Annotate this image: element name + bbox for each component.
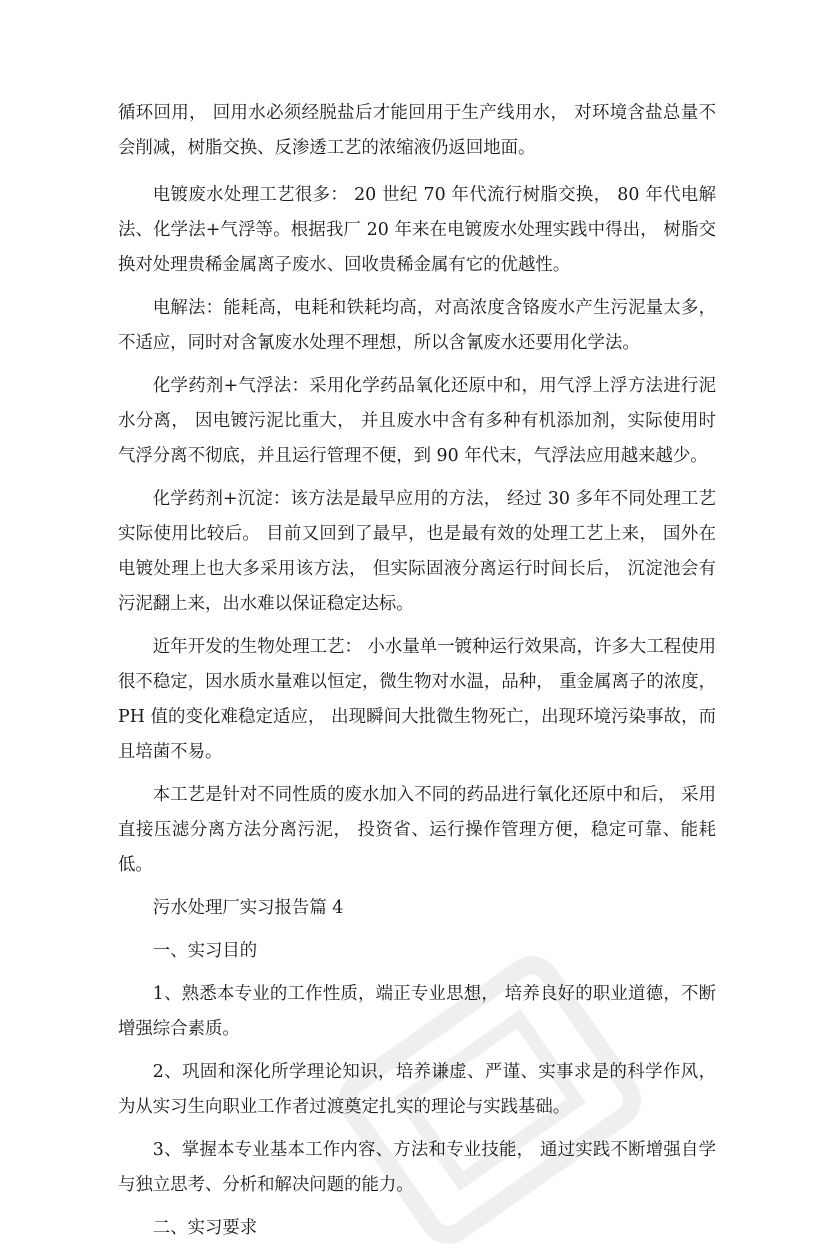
document-body bbox=[118, 96, 716, 1246]
paragraph-6: 近年开发的生物处理工艺： 小水量单一镀种运行效果高，许多大工程使用很不稳定，因水质水量难以恒定，微生物对水温，品种， 重金属离子的浓度， PH 值的变化难稳定适应， 出现瞬间大批微生物死亡，出现环境污染事故，而且培菌不易。 bbox=[118, 637, 716, 762]
paragraph-5: 化学药剂+沉淀：该方法是最早应用的方法， 经过 30 多年不同处理工艺实际使用比较后。 目前又回到了最早，也是最有效的处理工艺上来， 国外在电镀处理上也大多采用该方法， 但实际固液分离运行时间长后， 沉淀池会有污泥翻上来，出水难以保证稳定达标。 bbox=[118, 489, 716, 614]
paragraph-7: 本工艺是针对不同性质的废水加入不同的药品进行氧化还原中和后， 采用直接压滤分离方法分离污泥， 投资省、运行操作管理方便，稳定可靠、能耗低。 bbox=[118, 785, 716, 875]
paragraph-3: 电解法：能耗高，电耗和铁耗均高，对高浓度含铬废水产生污泥量太多，不适应，同时对含氰废水处理不理想，所以含氰废水还要用化学法。 bbox=[118, 298, 716, 353]
purpose-item-3: 3、掌握本专业基本工作内容、方法和专业技能， 通过实践不断增强自学与独立思考、分析和解决问题的能力。 bbox=[118, 1140, 716, 1195]
heading-internship-requirements: 二、实习要求 bbox=[152, 1218, 258, 1238]
paragraph-1: 循环回用， 回用水必须经脱盐后才能回用于生产线用水， 对环境含盐总量不会削减，树脂交换、反渗透工艺的浓缩液仍返回地面。 bbox=[118, 103, 716, 158]
section-title-report-4: 污水处理厂实习报告篇 4 bbox=[152, 898, 344, 918]
paragraph-4: 化学药剂+气浮法：采用化学药品氧化还原中和，用气浮上浮方法进行泥水分离， 因电镀污泥比重大， 并且废水中含有多种有机添加剂，实际使用时气浮分离不彻底，并且运行管理不便，到 90 年代末，气浮法应用越来越少。 bbox=[118, 376, 716, 466]
paragraph-2: 电镀废水处理工艺很多： 20 世纪 70 年代流行树脂交换， 80 年代电解法、化学法+气浮等。根据我厂 20 年来在电镀废水处理实践中得出， 树脂交换对处理贵稀金属离子废水、回收贵稀金属有它的优越性。 bbox=[118, 185, 716, 275]
purpose-item-1: 1、熟悉本专业的工作性质，端正专业思想， 培养良好的职业道德，不断增强综合素质。 bbox=[118, 984, 716, 1039]
purpose-item-2: 2、巩固和深化所学理论知识，培养谦虚、严谨、实事求是的科学作风，为从实习生向职业工作者过渡奠定扎实的理论与实践基础。 bbox=[118, 1062, 716, 1117]
heading-internship-purpose: 一、实习目的 bbox=[152, 941, 258, 961]
